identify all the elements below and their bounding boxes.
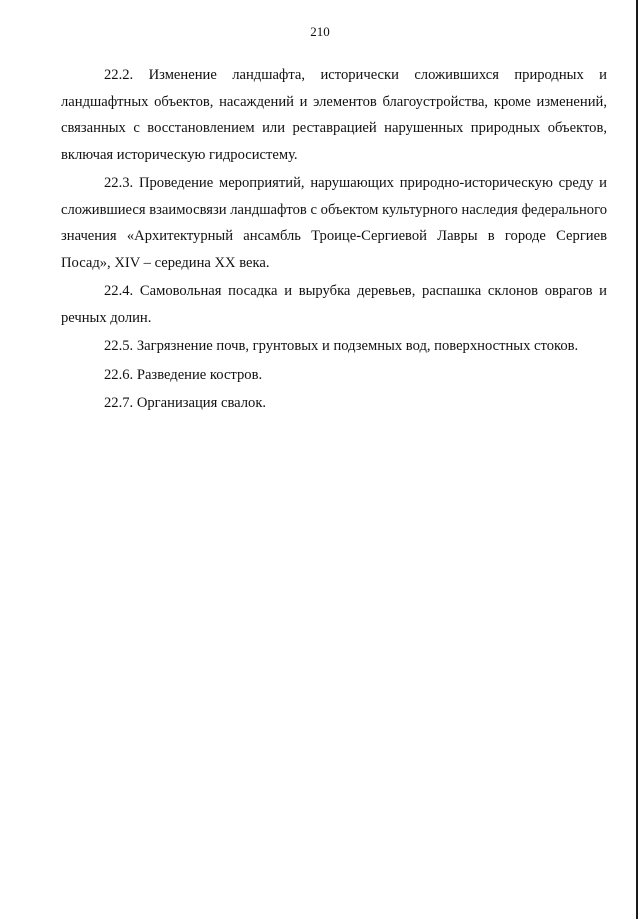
paragraph-22-2: 22.2. Изменение ландшафта, исторически сложившихся природных и ландшафтных объектов, насаждений и элементов благоустройства, кроме изменений, связанных с восстановлением или реставрацией нарушенных природных объектов, включая историческую гидросистему. [61,67,607,163]
paragraph-22-3: 22.3. Проведение мероприятий, нарушающих природно-историческую среду и сложившиеся взаимосвязи ландшафтов с объектом культурного наследия федерального значения «Архитектурный ансамбль Троице-Сергиевой Лавры в городе Сергиев Посад», XIV – середина XX века. [61,175,607,271]
paragraph-22-5: 22.5. Загрязнение почв, грунтовых и подземных вод, поверхностных стоков. [104,338,579,354]
paragraph-22-7: 22.7. Организация свалок. [104,395,267,411]
page-number: 210 [310,24,330,39]
scan-border [636,0,638,919]
document-body [61,62,607,417]
paragraph-22-4: 22.4. Самовольная посадка и вырубка деревьев, распашка склонов оврагов и речных долин. [61,283,607,326]
paragraph-22-6: 22.6. Разведение костров. [104,366,263,383]
